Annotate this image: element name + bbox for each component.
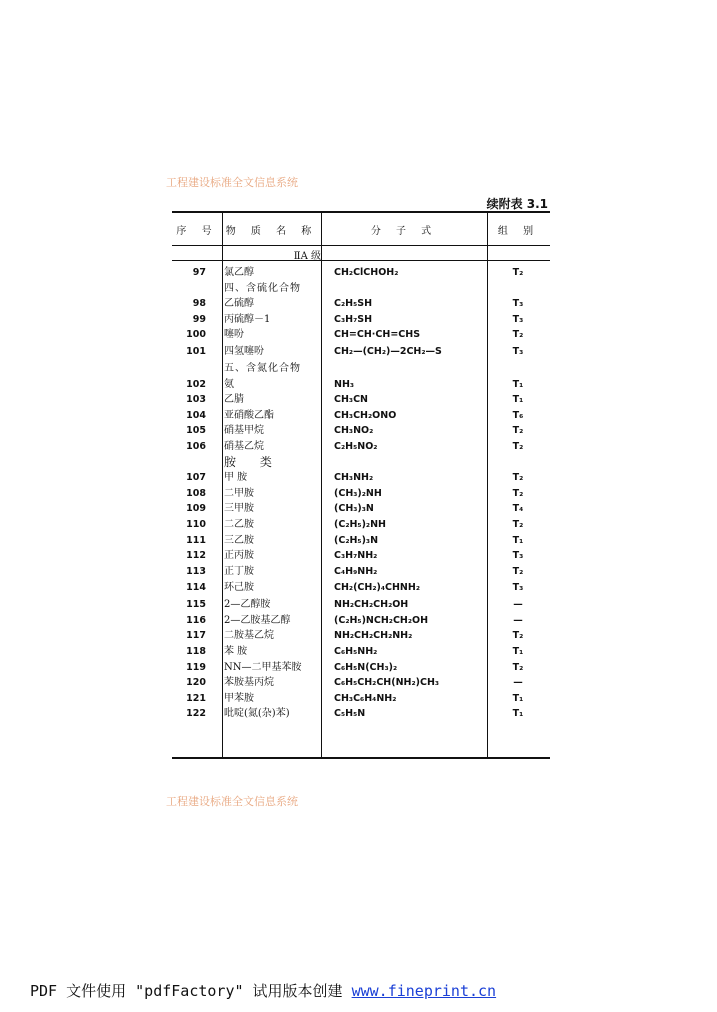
row-substance-name: 甲 胺 xyxy=(224,472,248,484)
table-row xyxy=(172,579,550,597)
table-row xyxy=(172,486,550,502)
table-row xyxy=(172,296,550,312)
row-formula: CH=CH·CH=CHS xyxy=(334,329,421,341)
row-group: T₂ xyxy=(512,440,524,452)
row-group: T₂ xyxy=(512,472,524,484)
table-row xyxy=(172,597,550,613)
row-substance-name: 苯 胺 xyxy=(224,646,248,658)
row-substance-name: 三甲胺 xyxy=(224,503,254,515)
header-molecular-formula: 分 子 式 xyxy=(370,226,438,237)
table-row xyxy=(172,644,550,660)
row-formula: C₃H₇NH₂ xyxy=(334,550,378,562)
row-group: T₃ xyxy=(512,313,524,325)
row-number: 106 xyxy=(186,440,206,452)
row-formula: C₅H₅N xyxy=(334,708,366,720)
table-row xyxy=(172,660,550,676)
row-formula: NH₂CH₂CH₂NH₂ xyxy=(334,630,413,642)
row-formula: C₄H₉NH₂ xyxy=(334,565,378,577)
row-group: — xyxy=(513,677,523,689)
row-substance-name: 二胺基乙烷 xyxy=(224,630,274,642)
row-number: 120 xyxy=(186,677,206,689)
row-group: T₃ xyxy=(512,582,524,594)
row-number: 109 xyxy=(186,503,206,515)
row-number: 99 xyxy=(192,313,206,325)
row-formula: CH₂—(CH₂)—2CH₂—S xyxy=(334,345,442,357)
row-formula: (CH₃)₂NH xyxy=(334,487,382,499)
row-substance-name: 甲苯胺 xyxy=(224,692,254,704)
table-row xyxy=(172,377,550,393)
row-number: 98 xyxy=(192,298,206,310)
row-formula: C₂H₅NO₂ xyxy=(334,440,378,452)
table-row xyxy=(172,613,550,629)
header-substance-name: 物 质 名 称 xyxy=(225,226,318,237)
table-row xyxy=(172,564,550,580)
row-number: 111 xyxy=(186,534,206,546)
row-substance-name: 乙硫醇 xyxy=(224,298,254,310)
table-row xyxy=(172,470,550,486)
row-group: T₁ xyxy=(512,378,524,390)
row-formula: (C₂H₅)₂NH xyxy=(334,518,386,530)
row-formula: C₆H₅CH₂CH(NH₂)CH₃ xyxy=(334,677,440,689)
table-row xyxy=(172,548,550,564)
row-substance-name: 噻吩 xyxy=(224,329,244,341)
row-formula: (C₂H₅)NCH₂CH₂OH xyxy=(334,614,429,626)
table-row xyxy=(172,439,550,455)
pdf-footer xyxy=(30,980,496,1001)
row-substance-name: 苯胺基丙烷 xyxy=(224,677,274,689)
row-substance-name: 2—乙胺基乙醇 xyxy=(224,614,291,626)
row-group: T₂ xyxy=(512,518,524,530)
row-formula: C₆H₅N(CH₃)₂ xyxy=(334,661,398,673)
row-substance-name: 乙腈 xyxy=(224,394,244,406)
row-substance-name: 二乙胺 xyxy=(224,518,254,530)
row-substance-name: 硝基乙烷 xyxy=(224,440,264,452)
row-number: 105 xyxy=(186,425,206,437)
row-formula: (C₂H₅)₃N xyxy=(334,534,379,546)
table-row xyxy=(172,392,550,408)
row-substance-name: 三乙胺 xyxy=(224,534,254,546)
footer-text: PDF 文件使用 "pdfFactory" 试用版本创建 xyxy=(30,982,352,1000)
table-row xyxy=(172,675,550,691)
row-group: T₂ xyxy=(512,425,524,437)
row-substance-name: 吡啶(氮(杂)苯) xyxy=(224,708,290,720)
row-number: 119 xyxy=(186,661,206,673)
table-row xyxy=(172,533,550,549)
row-group: T₁ xyxy=(512,394,524,406)
row-substance-name: 胺 类 xyxy=(224,454,282,469)
row-number: 116 xyxy=(186,614,206,626)
row-formula: CH₃NO₂ xyxy=(334,425,374,437)
row-number: 121 xyxy=(186,692,206,704)
substance-table xyxy=(172,211,550,759)
row-group: T₃ xyxy=(512,345,524,357)
table-row xyxy=(172,691,550,707)
table-row xyxy=(172,327,550,343)
row-substance-name: 四、含硫化合物 xyxy=(224,282,301,294)
table-row xyxy=(172,501,550,517)
row-number: 112 xyxy=(186,550,206,562)
row-number: 113 xyxy=(186,565,206,577)
row-number: 107 xyxy=(186,472,206,484)
table-row xyxy=(172,265,550,281)
row-formula: NH₃ xyxy=(334,378,355,390)
row-group: T₂ xyxy=(512,267,524,278)
row-formula: CH₃C₆H₄NH₂ xyxy=(334,692,397,704)
row-substance-name: NN—二甲基苯胺 xyxy=(224,661,302,673)
row-number: 110 xyxy=(186,518,206,530)
row-group: T₆ xyxy=(512,409,524,421)
row-substance-name: 亚硝酸乙酯 xyxy=(224,409,274,421)
row-substance-name: 环己胺 xyxy=(224,582,254,594)
row-substance-name: 2—乙醇胺 xyxy=(224,599,271,611)
row-substance-name: 氯乙醇 xyxy=(224,267,254,278)
row-group: T₂ xyxy=(512,487,524,499)
row-number: 108 xyxy=(186,487,206,499)
row-group: — xyxy=(513,614,523,626)
row-formula: NH₂CH₂CH₂OH xyxy=(334,599,409,611)
category-row xyxy=(172,361,550,377)
row-formula: C₃H₇SH xyxy=(334,313,373,325)
table-row xyxy=(172,343,550,361)
table-row xyxy=(172,706,550,722)
row-group: T₁ xyxy=(512,708,524,720)
row-group: T₂ xyxy=(512,565,524,577)
row-number: 102 xyxy=(186,378,206,390)
row-substance-name: 正丁胺 xyxy=(224,565,254,577)
row-number: 97 xyxy=(192,267,206,278)
row-group: — xyxy=(513,599,523,611)
row-number: 103 xyxy=(186,394,206,406)
row-number: 118 xyxy=(186,646,206,658)
row-substance-name: 正丙胺 xyxy=(224,550,254,562)
table-caption: 续附表 3.1 xyxy=(486,197,548,211)
section-label: ⅡA 级 xyxy=(293,251,321,262)
header-group: 组 别 xyxy=(497,226,540,237)
row-substance-name: 丙硫醇－1 xyxy=(224,313,271,325)
row-group: T₂ xyxy=(512,661,524,673)
row-group: T₁ xyxy=(512,692,524,704)
row-formula: CH₂ClCHOH₂ xyxy=(334,267,399,278)
header-number: 序 号 xyxy=(176,226,218,237)
table-row xyxy=(172,312,550,328)
row-group: T₃ xyxy=(512,550,524,562)
row-substance-name: 硝基甲烷 xyxy=(224,425,264,437)
row-number: 114 xyxy=(186,582,206,594)
row-number: 122 xyxy=(186,708,206,720)
row-substance-name: 五、含氮化合物 xyxy=(224,362,301,374)
row-substance-name: 四氢噻吩 xyxy=(224,345,264,357)
row-number: 100 xyxy=(186,329,206,341)
row-formula: C₆H₅NH₂ xyxy=(334,646,378,658)
row-group: T₂ xyxy=(512,630,524,642)
row-number: 117 xyxy=(186,630,206,642)
category-row xyxy=(172,455,550,471)
row-number: 104 xyxy=(186,409,206,421)
watermark-bottom: 工程建设标准全文信息系统 xyxy=(166,795,298,808)
row-formula: (CH₃)₃N xyxy=(334,503,374,515)
header-divider xyxy=(172,245,550,246)
row-number: 115 xyxy=(186,599,206,611)
table-row xyxy=(172,423,550,439)
row-formula: CH₂(CH₂)₄CHNH₂ xyxy=(334,582,420,594)
row-group: T₁ xyxy=(512,646,524,658)
category-row xyxy=(172,281,550,297)
table-body xyxy=(172,265,550,722)
watermark-top: 工程建设标准全文信息系统 xyxy=(166,176,298,189)
table-row xyxy=(172,517,550,533)
table-row xyxy=(172,408,550,424)
table-row xyxy=(172,628,550,644)
row-number: 101 xyxy=(186,345,206,357)
row-group: T₂ xyxy=(512,329,524,341)
row-group: T₃ xyxy=(512,298,524,310)
row-group: T₁ xyxy=(512,534,524,546)
row-formula: CH₃NH₂ xyxy=(334,472,374,484)
row-formula: C₂H₅SH xyxy=(334,298,373,310)
row-substance-name: 氨 xyxy=(224,378,234,390)
row-formula: CH₃CH₂ONO xyxy=(334,409,397,421)
row-group: T₄ xyxy=(512,503,524,515)
row-substance-name: 二甲胺 xyxy=(224,487,254,499)
row-formula: CH₃CN xyxy=(334,394,369,406)
footer-link[interactable]: www.fineprint.cn xyxy=(351,982,497,1000)
